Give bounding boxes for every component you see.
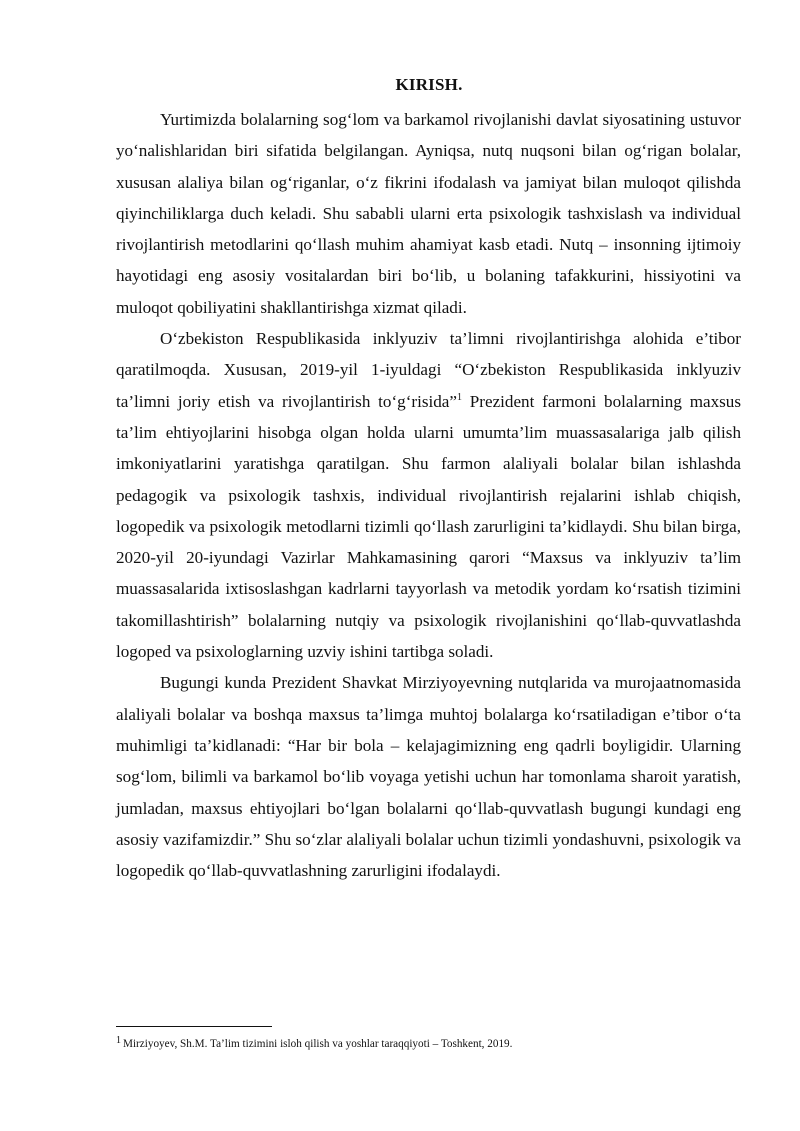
body-text xyxy=(116,104,741,886)
paragraph-3: Bugungi kunda Prezident Shavkat Mirziyoyevning nutqlarida va murojaatnomasida alaliyali bolalar va boshqa maxsus ta’limga muhtoj bolalarga ko‘rsatiladigan e’tibor o‘ta muhimligi ta’kidlanadi: “Har bir bola – kelajagimizning eng qadrli boyligidir. Ularning sog‘lom, bilimli va barkamol bo‘lib voyaga yetishi uchun har tomonlama sharoit yaratish, jumladan, maxsus ehtiyojlari bo‘lgan bolalarni qo‘llab-quvvatlash bugungi kundagi eng asosiy vazifamizdir.” Shu so‘zlar alaliyali bolalar uchun tizimli yondashuvni, psixologik va logopedik qo‘llab-quvvatlashning zarurligini ifodalaydi. xyxy=(116,673,741,881)
footnote-separator xyxy=(116,1026,272,1027)
page-title: KIRISH. xyxy=(395,75,463,94)
footnote-number: 1 xyxy=(116,1035,121,1046)
footnote-reference[interactable]: 1 xyxy=(456,391,462,403)
paragraph-1: Yurtimizda bolalarning sog‘lom va barkamol rivojlanishi davlat siyosatining ustuvor yo‘nalishlaridan biri sifatida belgilangan. Ayniqsa, nutq nuqsoni bilan og‘rigan bolalar, xususan alaliya bilan og‘riganlar, o‘z fikrini ifodalash va jamiyat bilan muloqot qilishda qiyinchiliklarga duch keladi. Shu sababli ularni erta psixologik tashxislash va individual rivojlantirish metodlarini qo‘llash muhim ahamiyat kasb etadi. Nutq – insonning ijtimoiy hayotidagi eng asosiy vositalardan biri bo‘lib, u bolaning tafakkurini, hissiyotini va muloqot qobiliyatini shakllantirishga xizmat qiladi. xyxy=(116,110,741,317)
paragraph-2 xyxy=(116,323,741,667)
footnote xyxy=(116,1036,741,1052)
footnote-text: Mirziyoyev, Sh.M. Ta’lim tizimini isloh qilish va yoshlar taraqqiyoti – Toshkent, 2019. xyxy=(123,1038,513,1050)
paragraph-2-text-before: O‘zbekiston Respublikasida inklyuziv ta’limni rivojlantirishga alohida e’tibor qaratilmoqda. Xususan, 2019-yil 1-iyuldagi “O‘zbekiston Respublikasida inklyuziv ta’limni joriy etish va rivojlantirish to‘g‘risida” xyxy=(116,329,741,411)
paragraph-2-text-after: Prezident farmoni bolalarning maxsus ta’lim ehtiyojlarini hisobga olgan holda ularni umumta’lim muassasalariga jalb qilish imkoniyatlarini yaratishga qaratilgan. Shu farmon alaliyali bolalar bilan ishlashda pedagogik va psixologik tashxis, individual rivojlantirish rejalarini ishlab chiqish, logopedik va psixologik metodlarni tizimli qo‘llash zarurligini ta’kidlaydi. Shu bilan birga, 2020-yil 20-iyundagi Vazirlar Mahkamasining qarori “Maxsus va inklyuziv ta’lim muassasalarida ixtisoslashgan kadrlarni tayyorlash va metodik yordam ko‘rsatish tizimini takomillashtirish” bolalarning nutqiy va psixologik rivojlanishini qo‘llab-quvvatlashda logoped va psixologlarning uzviy ishini tartibga soladi. xyxy=(116,391,741,662)
